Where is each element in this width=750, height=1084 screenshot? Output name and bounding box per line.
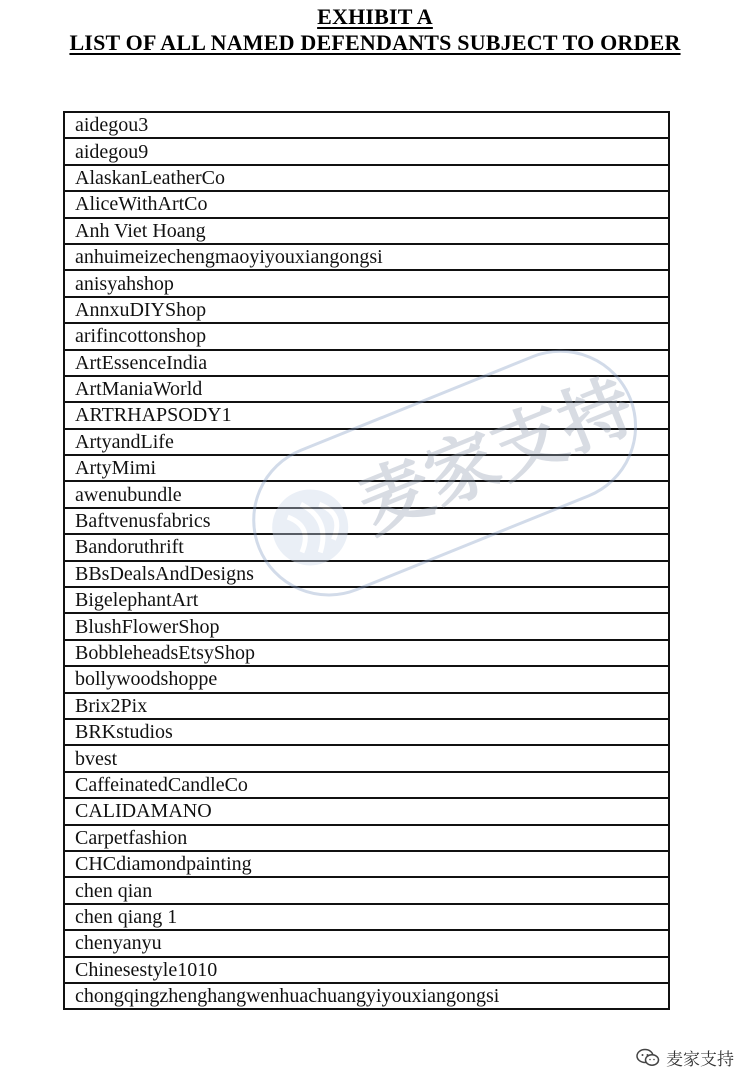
table-row [64,640,669,666]
table-row [64,376,669,402]
table-row [64,350,669,376]
wechat-badge [632,1043,738,1072]
defendant-name: CHCdiamondpainting [64,851,669,877]
table-row [64,666,669,692]
defendant-name: awenubundle [64,481,669,507]
defendant-name: aidegou3 [64,112,669,138]
defendant-name: ArtEssenceIndia [64,350,669,376]
table-row [64,191,669,217]
defendant-name: Chinesestyle1010 [64,957,669,983]
defendant-name: ArtyMimi [64,455,669,481]
exhibit-title: EXHIBIT A [317,4,433,29]
defendants-table [63,111,670,1010]
table-row [64,244,669,270]
defendant-name: arifincottonshop [64,323,669,349]
defendant-name: BobbleheadsEtsyShop [64,640,669,666]
table-row [64,165,669,191]
table-row [64,613,669,639]
defendant-name: chen qiang 1 [64,904,669,930]
defendant-name: bvest [64,745,669,771]
defendant-name: Brix2Pix [64,693,669,719]
defendant-name: chen qian [64,877,669,903]
table-row [64,745,669,771]
defendant-name: ARTRHAPSODY1 [64,402,669,428]
table-row [64,904,669,930]
table-row [64,508,669,534]
table-row [64,719,669,745]
wechat-badge-label: 麦家支持 [666,1050,734,1070]
defendant-name: Bandoruthrift [64,534,669,560]
defendant-name: BlushFlowerShop [64,613,669,639]
table-row [64,534,669,560]
exhibit-subtitle: LIST OF ALL NAMED DEFENDANTS SUBJECT TO ORDER [69,30,681,55]
defendant-name: ArtManiaWorld [64,376,669,402]
table-row [64,772,669,798]
defendant-name: AliceWithArtCo [64,191,669,217]
wechat-icon [636,1048,660,1068]
defendant-name: AnnxuDIYShop [64,297,669,323]
table-row [64,481,669,507]
table-row [64,851,669,877]
table-row [64,297,669,323]
defendant-name: ArtyandLife [64,429,669,455]
table-row [64,930,669,956]
table-row [64,429,669,455]
table-row [64,323,669,349]
table-row [64,693,669,719]
table-row [64,587,669,613]
defendant-name: Carpetfashion [64,825,669,851]
table-row [64,138,669,164]
defendant-name: Anh Viet Hoang [64,218,669,244]
table-row [64,957,669,983]
table-row [64,218,669,244]
defendant-name: Baftvenusfabrics [64,508,669,534]
table-row [64,825,669,851]
defendant-name: BBsDealsAndDesigns [64,561,669,587]
defendant-name: BRKstudios [64,719,669,745]
table-row [64,270,669,296]
defendant-name: anisyahshop [64,270,669,296]
defendant-name: CALIDAMANO [64,798,669,824]
table-row [64,402,669,428]
table-row [64,112,669,138]
table-row [64,877,669,903]
table-row [64,561,669,587]
defendant-name: aidegou9 [64,138,669,164]
svg-text:麦家支持: 麦家支持 [346,362,646,549]
defendant-name: anhuimeizechengmaoyiyouxiangongsi [64,244,669,270]
defendant-name: chongqingzhenghangwenhuachuangyiyouxiangongsi [64,983,669,1009]
defendant-name: AlaskanLeatherCo [64,165,669,191]
defendant-name: CaffeinatedCandleCo [64,772,669,798]
table-row [64,455,669,481]
table-row [64,798,669,824]
defendant-name: BigelephantArt [64,587,669,613]
defendant-name: chenyanyu [64,930,669,956]
defendant-name: bollywoodshoppe [64,666,669,692]
table-row [64,983,669,1009]
